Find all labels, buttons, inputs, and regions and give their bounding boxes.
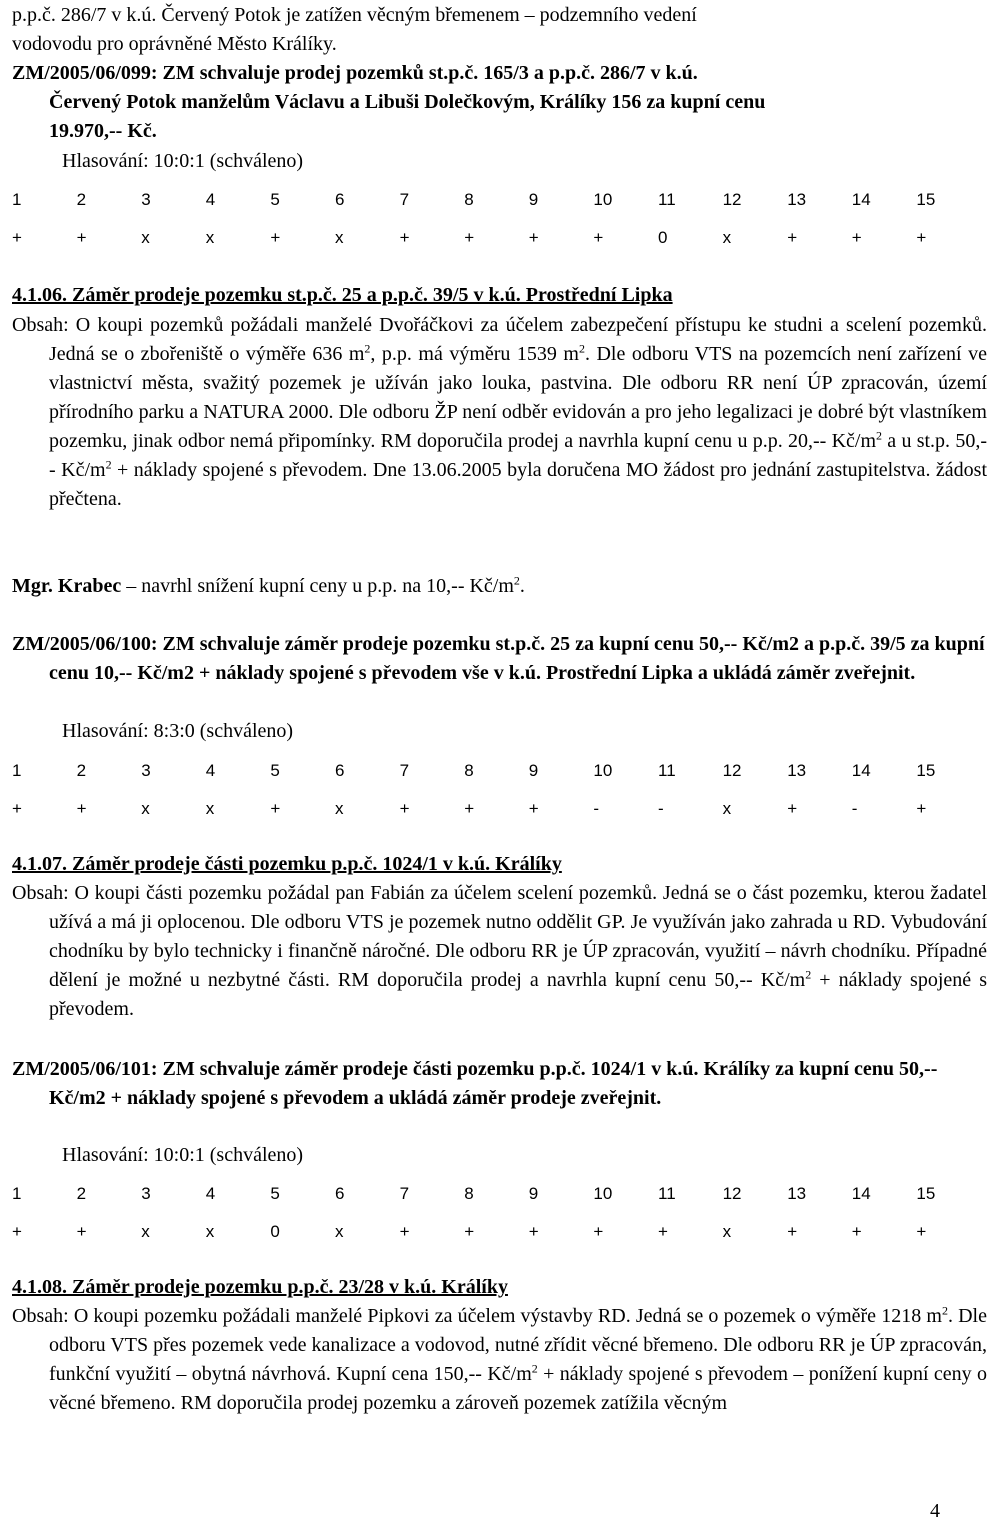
vote-member-number: 9: [528, 190, 539, 209]
vote-member-number: 11: [658, 1184, 676, 1203]
vote-member-number: 1: [12, 761, 22, 780]
vote-mark: +: [12, 799, 22, 818]
vote-mark: +: [399, 799, 410, 818]
vote-member-number: 10: [593, 761, 613, 780]
vote-member-number: 14: [851, 761, 871, 780]
intro-paragraph: [12, 1, 950, 59]
vote-member-number: 2: [76, 761, 87, 780]
text-line: p.p.č. 286/7 v k.ú. Červený Potok je zatížen věcným břemenem – podzemního vedení: [12, 4, 697, 26]
vote-mark: +: [593, 1222, 604, 1241]
vote-mark: +: [916, 228, 927, 247]
paragraph-text: Obsah: O koupi pozemků požádali manželé Dvořáčkovi za účelem zabezpečení přístupu ke studni a scelení pozemků. Jedná se o zbořeniště o výměře 636 m: [12, 314, 987, 365]
paragraph-text: . Dle odboru VTS na pozemcích není zařízení ve vlastnictví města, svažitý pozemek je užíván jako louka, pastvina. Dle odboru RR není ÚP zpracován, území přírodního parku a NATURA 2000. Dle odboru ŽP není odběr evidován a pro jeho legalizaci je dobré být vlastníkem pozemku, jinak odbor nemá připomínky. RM doporučila prodej a navrhla kupní cenu u p.p. 20,-- Kč/m: [49, 343, 987, 452]
vote-member-number: 15: [916, 190, 936, 209]
vote-member-number: 13: [787, 190, 807, 209]
vote-member-number: 9: [528, 1184, 539, 1203]
vote-title: Hlasování: 8:3:0 (schváleno): [62, 720, 294, 742]
vote-member-number: 14: [851, 190, 871, 209]
paragraph-text: Obsah: O koupi pozemku požádali manželé Pipkovi za účelem výstavby RD. Jedná se o pozemek o výměře 1218 m: [12, 1305, 942, 1327]
vote-mark: +: [76, 228, 87, 247]
vote-member-number: 4: [205, 1184, 216, 1203]
vote-mark: 0: [658, 228, 668, 247]
member-name: Mgr. Krabec: [12, 575, 122, 597]
vote-member-number: 8: [464, 190, 474, 209]
vote-member-number: 1: [12, 1184, 22, 1203]
vote-member-number: 6: [335, 190, 345, 209]
superscript: 2: [364, 341, 371, 356]
vote-mark: +: [399, 1222, 410, 1241]
resolution-100: ZM/2005/06/100: ZM schvaluje záměr prodeje pozemku st.p.č. 25 za kupní cenu 50,-- Kč/m2 a p.p.č. 39/5 za kupní cenu 10,-- Kč/m2 + náklady spojené s převodem vše v k.ú. Prostřední Lipka a ukládá záměr zveřejnit.: [12, 633, 985, 684]
vote-mark: +: [270, 228, 281, 247]
vote-member-number: 7: [399, 761, 410, 780]
vote-member-number: 12: [722, 761, 742, 780]
vote-mark: x: [205, 799, 215, 818]
section-heading: 4.1.08. Záměr prodeje pozemku p.p.č. 23/28 v k.ú. Králíky: [12, 1276, 508, 1298]
vote-mark: x: [722, 799, 732, 818]
vote-mark: +: [399, 228, 410, 247]
vote-member-number: 7: [399, 1184, 410, 1203]
vote-member-number: 8: [464, 761, 474, 780]
paragraph-text: + náklady spojené s převodem – ponížení kupní ceny o věcné břemeno. RM doporučila prodej pozemku a zároveň pozemek zatížila věcným: [49, 1363, 987, 1414]
vote-mark: +: [270, 799, 281, 818]
vote-mark: +: [12, 228, 22, 247]
vote-title: Hlasování: 10:0:1 (schváleno): [62, 1144, 304, 1166]
paragraph-text: , p.p. má výměru 1539 m: [370, 343, 579, 365]
vote-mark: x: [335, 799, 344, 818]
vote-member-number: 10: [593, 1184, 613, 1203]
vote-member-number: 7: [399, 190, 410, 209]
vote-mark: +: [787, 799, 798, 818]
vote-member-number: 3: [141, 1184, 151, 1203]
vote-mark: +: [76, 1222, 87, 1241]
resolution-line: 19.970,-- Kč.: [49, 120, 157, 142]
paragraph-text: Obsah: O koupi části pozemku požádal pan Fabián za účelem scelení pozemků. Jedná se o část pozemku, kterou žadatel užívá a má ji oplocenou. Dle odboru VTS je pozemek nutno oddělit GP. Je využíván jako zahrada u RD. Vybudování chodníku by bylo technicky i finančně náročné. Dle odboru RR je ÚP zpracován, využití – návrh chodníku. Případné dělení je možné u nezbytné části. RM doporučila prodej a navrhla kupní cenu 50,-- Kč/m: [12, 882, 987, 991]
vote-member-number: 9: [528, 761, 539, 780]
vote-mark: +: [528, 1222, 539, 1241]
vote-mark: x: [722, 228, 732, 247]
vote-mark: +: [464, 1222, 475, 1241]
vote-mark: 0: [270, 1222, 280, 1241]
vote-mark: +: [528, 799, 539, 818]
vote-mark: +: [76, 799, 87, 818]
resolution-line: Červený Potok manželům Václavu a Libuši Dolečkovým, Králíky 156 za kupní cenu: [49, 91, 766, 113]
vote-mark: +: [464, 228, 475, 247]
vote-mark: +: [916, 1222, 927, 1241]
vote-member-number: 5: [270, 190, 280, 209]
vote-mark: x: [722, 1222, 732, 1241]
vote-member-number: 1: [12, 190, 22, 209]
vote-member-number: 3: [141, 190, 151, 209]
superscript: 2: [531, 1361, 538, 1376]
vote-member-number: 2: [76, 1184, 87, 1203]
paragraph-text: + náklady spojené s převodem. Dne 13.06.2005 byla doručena MO žádost pro jednání zastupitelstva. žádost přečtena.: [49, 459, 987, 510]
vote-member-number: 14: [851, 1184, 871, 1203]
section-heading: 4.1.07. Záměr prodeje části pozemku p.p.č. 1024/1 v k.ú. Králíky: [12, 853, 562, 875]
paragraph-text: + náklady spojené s převodem.: [49, 969, 987, 1020]
vote-mark: x: [205, 1222, 215, 1241]
vote-mark: +: [658, 1222, 668, 1241]
vote-member-number: 11: [658, 761, 676, 780]
vote-mark: x: [205, 228, 215, 247]
vote-member-number: 2: [76, 190, 87, 209]
section-heading: 4.1.06. Záměr prodeje pozemku st.p.č. 25 a p.p.č. 39/5 v k.ú. Prostřední Lipka: [12, 284, 673, 306]
vote-mark: -: [658, 799, 664, 818]
vote-member-number: 4: [205, 761, 216, 780]
vote-mark: -: [593, 799, 600, 818]
vote-mark: +: [916, 799, 927, 818]
vote-member-number: 13: [787, 1184, 807, 1203]
vote-member-number: 10: [593, 190, 613, 209]
paragraph-text: . Dle odboru VTS přes pozemek vede kanalizace a vodovod, nutné zřídit věcné břemeno. Dle odboru RR je ÚP zpracován, funkční využití – obytná návrhová. Kupní cena 150,-- Kč/m: [49, 1305, 987, 1385]
resolution-101: ZM/2005/06/101: ZM schvaluje záměr prodeje části pozemku p.p.č. 1024/1 v k.ú. Králíky za kupní cenu 50,-- Kč/m2 + náklady spojené s převodem a ukládá záměr prodeje zveřejnit.: [12, 1058, 938, 1109]
vote-member-number: 13: [787, 761, 807, 780]
content-paragraph: [12, 1302, 987, 1418]
vote-mark: x: [141, 799, 150, 818]
superscript: 2: [105, 457, 112, 472]
resolution-099: [12, 59, 950, 146]
vote-member-number: 4: [205, 190, 216, 209]
vote-mark: +: [787, 228, 798, 247]
proposal-text: .: [519, 575, 525, 597]
vote-mark: x: [335, 228, 344, 247]
vote-mark: +: [851, 228, 862, 247]
paragraph-text: a u st.p. 50,-- Kč/m: [49, 430, 987, 481]
vote-mark: +: [851, 1222, 862, 1241]
vote-member-number: 11: [658, 190, 676, 209]
superscript: 2: [578, 341, 585, 356]
vote-mark: x: [335, 1222, 344, 1241]
vote-member-number: 5: [270, 1184, 280, 1203]
superscript: 2: [513, 573, 520, 588]
vote-member-number: 12: [722, 190, 742, 209]
vote-mark: x: [141, 228, 150, 247]
vote-member-number: 15: [916, 761, 936, 780]
vote-member-number: 12: [722, 1184, 742, 1203]
content-paragraph: [12, 311, 987, 514]
vote-member-number: 8: [464, 1184, 474, 1203]
superscript: 2: [941, 1303, 948, 1318]
vote-member-number: 6: [335, 1184, 345, 1203]
vote-title: Hlasování: 10:0:1 (schváleno): [62, 150, 304, 172]
vote-mark: +: [787, 1222, 798, 1241]
text-line: vodovodu pro oprávněné Město Králíky.: [12, 33, 337, 55]
page-number: 4: [930, 1500, 940, 1522]
vote-mark: x: [141, 1222, 150, 1241]
content-paragraph: [12, 879, 987, 1024]
superscript: 2: [876, 428, 883, 443]
vote-mark: +: [528, 228, 539, 247]
superscript: 2: [805, 967, 812, 982]
vote-member-number: 15: [916, 1184, 936, 1203]
vote-mark: +: [12, 1222, 22, 1241]
resolution-line: ZM/2005/06/099: ZM schvaluje prodej pozemků st.p.č. 165/3 a p.p.č. 286/7 v k.ú.: [12, 62, 698, 84]
vote-mark: -: [851, 799, 858, 818]
member-proposal: [12, 572, 950, 601]
vote-member-number: 6: [335, 761, 345, 780]
vote-member-number: 3: [141, 761, 151, 780]
vote-mark: +: [593, 228, 604, 247]
proposal-text: – navrhl snížení kupní ceny u p.p. na 10,-- Kč/m: [121, 575, 514, 597]
vote-member-number: 5: [270, 761, 280, 780]
vote-mark: +: [464, 799, 475, 818]
